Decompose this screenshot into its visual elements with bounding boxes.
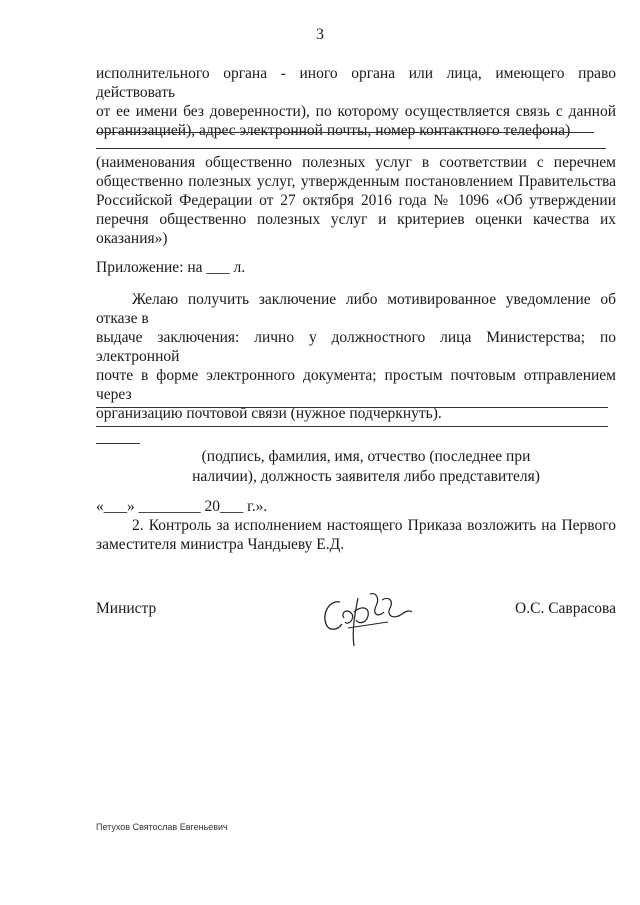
- paragraph-line: выдаче заключения: лично у должностного лица Министерства; по электронной: [96, 329, 616, 365]
- paragraph-line: организацией), адрес электронной почты, номер контактного телефона): [96, 122, 571, 139]
- paragraph-line: исполнительного органа - иного органа или лица, имеющего право действовать: [96, 65, 616, 101]
- footer-executor: Петухов Святослав Евгеньевич: [96, 822, 228, 832]
- services-paragraph: [96, 153, 616, 248]
- paragraph-line: общественно полезных услуг, утвержденным постановлением Правительства: [96, 173, 616, 190]
- signature-caption: [96, 447, 636, 487]
- paragraph-line: почте в форме электронного документа; простым почтовым отправлением через: [96, 367, 616, 403]
- page-number: 3: [316, 26, 324, 43]
- paragraph-line: (наименования общественно полезных услуг в соответствии с перечнем: [96, 154, 616, 171]
- paragraph-line: отказе в: [96, 310, 149, 327]
- paragraph-line: 2. Контроль за исполнением настоящего Приказа возложить на Первого: [132, 517, 616, 534]
- caption-line: наличии), должность заявителя либо представителя): [192, 468, 540, 485]
- fill-in-line: [96, 407, 608, 408]
- handwritten-signature: [318, 588, 418, 650]
- appendix-line: Приложение: на ___ л.: [96, 259, 246, 276]
- paragraph-line: Российской Федерации от 27 октября 2016 года № 1096 «Об утверждении: [96, 192, 616, 209]
- paragraph-line: заместителя министра Чандыеву Е.Д.: [96, 536, 345, 553]
- paragraph-line: от ее имени без доверенности), по которому осуществляется связь с данной: [96, 103, 616, 120]
- date-line: «___» ________ 20___ г.».: [96, 498, 268, 515]
- paragraph-line: перечня общественно полезных услуг и критериев оценки качества их: [96, 211, 616, 228]
- signer-role: Министр: [96, 600, 157, 617]
- paragraph-line: оказания»): [96, 230, 168, 247]
- paragraph-line: Желаю получить заключение либо мотивированное уведомление об: [132, 291, 616, 308]
- paragraph-line: организацию почтовой связи (нужное подчеркнуть).: [96, 405, 442, 422]
- fill-in-line: [96, 443, 140, 444]
- control-paragraph: [96, 516, 616, 554]
- applicant-info-paragraph: [96, 64, 616, 140]
- fill-in-line: [96, 426, 608, 427]
- request-paragraph: [96, 290, 616, 423]
- fill-in-line: [96, 132, 594, 133]
- fill-in-line: [96, 148, 606, 149]
- caption-line: (подпись, фамилия, имя, отчество (последнее при: [201, 448, 531, 465]
- signer-name: О.С. Саврасова: [515, 600, 616, 617]
